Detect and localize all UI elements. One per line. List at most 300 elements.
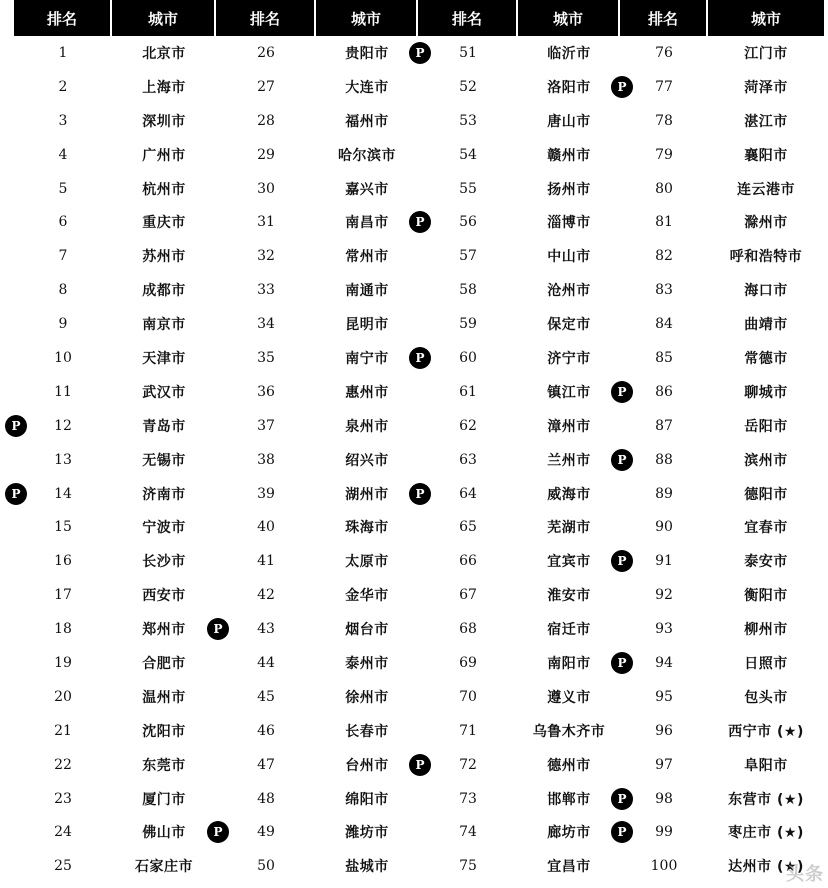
table-row <box>14 443 824 477</box>
city-cell <box>518 104 620 138</box>
city-name: 岳阳市 <box>744 418 788 435</box>
city-cell <box>112 510 216 544</box>
rank-cell <box>216 375 316 409</box>
rank-value: 54 <box>459 146 477 163</box>
city-name: 徐州市 <box>345 689 389 706</box>
rank-value: 81 <box>655 214 673 231</box>
rank-cell <box>418 646 518 680</box>
city-name: 阜阳市 <box>744 757 788 774</box>
table-row <box>14 307 824 341</box>
rank-cell <box>14 815 112 849</box>
rank-cell <box>415 36 518 70</box>
city-name: 菏泽市 <box>744 79 788 96</box>
city-name: 湛江市 <box>744 113 788 130</box>
rank-value: 39 <box>257 485 275 502</box>
city-name: 宿迁市 <box>547 622 591 639</box>
pin-marker-icon: P <box>611 449 633 471</box>
city-name: 柳州市 <box>744 622 788 639</box>
city-name: 武汉市 <box>142 384 186 401</box>
city-cell <box>518 375 620 409</box>
city-cell <box>518 849 620 883</box>
city-cell <box>112 70 216 104</box>
rank-cell <box>213 612 316 646</box>
rank-cell <box>14 172 112 206</box>
city-cell <box>316 849 418 883</box>
rank-value: 35 <box>257 349 275 366</box>
city-cell <box>708 104 824 138</box>
rank-cell <box>620 578 708 612</box>
city-cell <box>518 646 620 680</box>
rank-value: 56 <box>459 214 477 231</box>
rank-cell <box>418 714 518 748</box>
table-row <box>14 748 824 782</box>
city-cell <box>708 138 824 172</box>
rank-cell <box>216 544 316 578</box>
header-city: 城市 <box>316 0 418 36</box>
city-name: 邯郸市 <box>547 791 591 808</box>
rank-value: 64 <box>459 485 477 502</box>
header-rank: 排名 <box>216 0 316 36</box>
pin-marker-icon: P <box>207 618 229 640</box>
rank-cell <box>620 104 708 138</box>
city-cell <box>112 782 216 816</box>
rank-value: 24 <box>54 824 72 841</box>
city-cell <box>316 307 418 341</box>
pin-marker-icon: P <box>5 415 27 437</box>
city-cell <box>112 578 216 612</box>
rank-value: 73 <box>459 790 477 807</box>
pin-marker-icon: P <box>611 76 633 98</box>
city-cell <box>316 341 418 375</box>
rank-cell <box>216 307 316 341</box>
city-name: 南宁市 <box>345 350 389 367</box>
city-name: 廊坊市 <box>547 825 591 842</box>
rank-value: 88 <box>655 451 673 468</box>
rank-value: 60 <box>459 349 477 366</box>
city-cell <box>112 680 216 714</box>
rank-cell <box>213 815 316 849</box>
rank-value: 63 <box>459 451 477 468</box>
rank-cell <box>418 849 518 883</box>
city-name: 广州市 <box>142 147 186 164</box>
watermark: 头条 <box>786 864 824 885</box>
rank-cell <box>617 544 708 578</box>
city-name: 无锡市 <box>142 452 186 469</box>
city-name: 德州市 <box>547 757 591 774</box>
rank-value: 20 <box>54 688 72 705</box>
city-cell <box>708 70 824 104</box>
city-name: 哈尔滨市 <box>338 147 396 164</box>
header-rank: 排名 <box>14 0 112 36</box>
city-name: 绍兴市 <box>345 452 389 469</box>
city-cell <box>708 646 824 680</box>
header-city: 城市 <box>708 0 824 36</box>
rank-value: 26 <box>257 44 275 61</box>
rank-value: 76 <box>655 44 673 61</box>
city-cell <box>316 782 418 816</box>
rank-value: 72 <box>459 756 477 773</box>
table-row <box>14 544 824 578</box>
city-name: 青岛市 <box>142 418 186 435</box>
rank-value: 30 <box>257 180 275 197</box>
rank-cell <box>14 748 112 782</box>
rank-value: 75 <box>459 858 477 875</box>
rank-cell <box>216 510 316 544</box>
rank-value: 82 <box>655 248 673 265</box>
rank-cell <box>216 205 316 239</box>
rank-cell <box>415 748 518 782</box>
city-cell <box>518 443 620 477</box>
pin-marker-icon: P <box>409 754 431 776</box>
city-name: 天津市 <box>142 350 186 367</box>
city-name: 滨州市 <box>744 452 788 469</box>
city-cell <box>316 239 418 273</box>
city-cell <box>518 782 620 816</box>
rank-cell <box>14 205 112 239</box>
rank-cell <box>620 205 708 239</box>
city-name: 赣州市 <box>547 147 591 164</box>
table-row <box>14 70 824 104</box>
rank-cell <box>620 273 708 307</box>
rank-value: 62 <box>459 417 477 434</box>
rank-cell <box>216 70 316 104</box>
city-cell <box>518 680 620 714</box>
city-cell <box>708 680 824 714</box>
rank-value: 4 <box>58 146 68 163</box>
city-name: 济南市 <box>142 486 186 503</box>
rank-cell <box>14 36 112 70</box>
rank-value: 8 <box>58 282 68 299</box>
table-row <box>14 104 824 138</box>
city-cell <box>316 172 418 206</box>
city-cell <box>112 748 216 782</box>
rank-cell <box>11 477 112 511</box>
rank-cell <box>415 341 518 375</box>
rank-value: 86 <box>655 383 673 400</box>
city-cell <box>518 172 620 206</box>
rank-cell <box>617 70 708 104</box>
rank-cell <box>14 544 112 578</box>
city-cell <box>518 36 620 70</box>
city-name: 昆明市 <box>345 317 389 334</box>
rank-value: 36 <box>257 383 275 400</box>
rank-value: 71 <box>459 722 477 739</box>
city-name: 衡阳市 <box>744 588 788 605</box>
header-city: 城市 <box>112 0 216 36</box>
city-name: 威海市 <box>547 486 591 503</box>
city-name: 襄阳市 <box>744 147 788 164</box>
rank-cell <box>216 443 316 477</box>
city-cell <box>518 70 620 104</box>
rank-value: 42 <box>257 587 275 604</box>
rank-cell <box>418 680 518 714</box>
city-name: 嘉兴市 <box>345 181 389 198</box>
city-name: 乌鲁木齐市 <box>532 723 606 740</box>
city-name: 合肥市 <box>142 655 186 672</box>
city-name: 深圳市 <box>142 113 186 130</box>
city-name: 曲靖市 <box>744 317 788 334</box>
rank-value: 38 <box>257 451 275 468</box>
city-name: 湖州市 <box>345 486 389 503</box>
rank-cell <box>418 307 518 341</box>
city-cell <box>112 205 216 239</box>
city-name: 淄博市 <box>547 215 591 232</box>
city-name: 石家庄市 <box>135 859 193 876</box>
rank-value: 61 <box>459 383 477 400</box>
rank-value: 85 <box>655 349 673 366</box>
rank-cell <box>418 443 518 477</box>
city-name: 常州市 <box>345 249 389 266</box>
city-name: 成都市 <box>142 283 186 300</box>
rank-cell <box>418 70 518 104</box>
city-name: 遵义市 <box>547 689 591 706</box>
rank-cell <box>14 782 112 816</box>
city-cell <box>708 307 824 341</box>
city-name: 长春市 <box>345 723 389 740</box>
city-name: 聊城市 <box>744 384 788 401</box>
city-cell <box>112 714 216 748</box>
rank-cell <box>14 578 112 612</box>
rank-value: 77 <box>655 78 673 95</box>
city-cell <box>708 578 824 612</box>
rank-value: 28 <box>257 112 275 129</box>
rank-value: 17 <box>54 587 72 604</box>
city-cell <box>708 409 824 443</box>
rank-value: 34 <box>257 316 275 333</box>
city-cell <box>518 477 620 511</box>
rank-value: 83 <box>655 282 673 299</box>
city-name: 烟台市 <box>345 622 389 639</box>
rank-value: 49 <box>257 824 275 841</box>
city-cell <box>316 578 418 612</box>
city-name: 贵阳市 <box>345 45 389 62</box>
city-name: 南京市 <box>142 317 186 334</box>
rank-value: 40 <box>257 519 275 536</box>
city-name: 海口市 <box>744 283 788 300</box>
rank-cell <box>216 782 316 816</box>
header-rank: 排名 <box>418 0 518 36</box>
city-cell <box>708 612 824 646</box>
city-cell <box>316 477 418 511</box>
rank-cell <box>216 409 316 443</box>
city-cell <box>112 544 216 578</box>
city-name: 镇江市 <box>547 384 591 401</box>
table-row <box>14 680 824 714</box>
table-row <box>14 782 824 816</box>
city-cell <box>518 578 620 612</box>
rank-cell <box>216 172 316 206</box>
rank-cell <box>216 138 316 172</box>
city-name: 呼和浩特市 <box>729 249 803 266</box>
rank-value: 21 <box>54 722 72 739</box>
city-name: 东莞市 <box>142 757 186 774</box>
city-cell <box>708 714 824 748</box>
table-row <box>14 646 824 680</box>
rank-value: 48 <box>257 790 275 807</box>
rank-value: 16 <box>54 553 72 570</box>
rank-cell <box>14 239 112 273</box>
city-cell <box>316 748 418 782</box>
city-cell <box>708 443 824 477</box>
city-cell <box>316 646 418 680</box>
rank-cell <box>216 748 316 782</box>
city-cell <box>518 138 620 172</box>
rank-cell <box>415 477 518 511</box>
rank-cell <box>14 375 112 409</box>
rank-value: 79 <box>655 146 673 163</box>
city-name: 宜昌市 <box>547 859 591 876</box>
city-name: 滁州市 <box>744 215 788 232</box>
rank-cell <box>620 849 708 883</box>
city-name: 漳州市 <box>547 418 591 435</box>
rank-value: 43 <box>257 621 275 638</box>
pin-marker-icon: P <box>611 652 633 674</box>
city-cell <box>112 172 216 206</box>
city-cell <box>316 510 418 544</box>
rank-cell <box>216 714 316 748</box>
rank-value: 69 <box>459 654 477 671</box>
rank-cell <box>620 341 708 375</box>
rank-value: 92 <box>655 587 673 604</box>
pin-marker-icon: P <box>409 347 431 369</box>
city-name: 长沙市 <box>142 554 186 571</box>
rank-value: 67 <box>459 587 477 604</box>
city-cell <box>316 36 418 70</box>
city-name: 沈阳市 <box>142 723 186 740</box>
rank-value: 11 <box>54 383 72 400</box>
city-name: 宜宾市 <box>547 554 591 571</box>
table-row <box>14 36 824 70</box>
rank-cell <box>14 714 112 748</box>
city-name: 兰州市 <box>547 452 591 469</box>
city-cell <box>112 273 216 307</box>
rank-cell <box>14 104 112 138</box>
rank-value: 97 <box>655 756 673 773</box>
rank-cell <box>418 239 518 273</box>
rank-cell <box>617 815 708 849</box>
city-name: 金华市 <box>345 588 389 605</box>
rank-value: 68 <box>459 621 477 638</box>
city-cell <box>316 680 418 714</box>
city-name: 保定市 <box>547 317 591 334</box>
rank-value: 7 <box>58 248 68 265</box>
city-name: 泰安市 <box>744 554 788 571</box>
rank-cell <box>418 510 518 544</box>
city-cell <box>112 36 216 70</box>
table-row <box>14 341 824 375</box>
rank-value: 31 <box>257 214 275 231</box>
city-cell <box>316 138 418 172</box>
city-name: 佛山市 <box>142 825 186 842</box>
rank-cell <box>14 510 112 544</box>
city-cell <box>112 477 216 511</box>
city-name: 德阳市 <box>744 486 788 503</box>
city-cell <box>518 205 620 239</box>
rank-cell <box>620 36 708 70</box>
rank-value: 3 <box>58 112 68 129</box>
city-cell <box>518 273 620 307</box>
rank-cell <box>216 680 316 714</box>
table-row <box>14 578 824 612</box>
city-name: 洛阳市 <box>547 79 591 96</box>
city-name: 杭州市 <box>142 181 186 198</box>
rank-value: 47 <box>257 756 275 773</box>
rank-value: 9 <box>58 316 68 333</box>
rank-value: 46 <box>257 722 275 739</box>
city-name: 绵阳市 <box>345 791 389 808</box>
city-name: 枣庄市 (★) <box>728 825 804 842</box>
table-row <box>14 714 824 748</box>
city-name: 潍坊市 <box>345 825 389 842</box>
rank-cell <box>620 748 708 782</box>
rank-cell <box>620 239 708 273</box>
city-cell <box>112 646 216 680</box>
rank-cell <box>617 646 708 680</box>
rank-value: 29 <box>257 146 275 163</box>
rank-cell <box>418 375 518 409</box>
city-cell <box>316 544 418 578</box>
city-name: 太原市 <box>345 554 389 571</box>
rank-cell <box>216 849 316 883</box>
table-row <box>14 239 824 273</box>
pin-marker-icon: P <box>409 42 431 64</box>
rank-value: 15 <box>54 519 72 536</box>
rank-value: 70 <box>459 688 477 705</box>
pin-marker-icon: P <box>409 483 431 505</box>
rank-value: 32 <box>257 248 275 265</box>
city-cell <box>708 375 824 409</box>
rank-cell <box>415 205 518 239</box>
city-cell <box>112 307 216 341</box>
pin-marker-icon: P <box>5 483 27 505</box>
city-name: 连云港市 <box>737 181 795 198</box>
table-row <box>14 138 824 172</box>
rank-cell <box>418 544 518 578</box>
rank-value: 50 <box>257 858 275 875</box>
rank-cell <box>418 815 518 849</box>
rank-cell <box>14 273 112 307</box>
rank-value: 100 <box>650 858 678 875</box>
city-name: 盐城市 <box>345 859 389 876</box>
table-row <box>14 205 824 239</box>
rank-cell <box>620 714 708 748</box>
city-cell <box>708 273 824 307</box>
city-cell <box>316 205 418 239</box>
rank-value: 19 <box>54 654 72 671</box>
city-name: 温州市 <box>142 689 186 706</box>
rank-value: 87 <box>655 417 673 434</box>
rank-cell <box>14 341 112 375</box>
city-name: 南通市 <box>345 283 389 300</box>
city-name: 西宁市 (★) <box>728 723 804 740</box>
rank-value: 13 <box>54 451 72 468</box>
city-cell <box>316 409 418 443</box>
rank-value: 66 <box>459 553 477 570</box>
city-cell <box>316 70 418 104</box>
city-cell <box>112 815 216 849</box>
city-name: 宜春市 <box>744 520 788 537</box>
rank-value: 95 <box>655 688 673 705</box>
city-cell <box>518 748 620 782</box>
city-name: 惠州市 <box>345 384 389 401</box>
city-cell <box>518 815 620 849</box>
rank-cell <box>14 443 112 477</box>
rank-cell <box>617 375 708 409</box>
rank-value: 45 <box>257 688 275 705</box>
rank-cell <box>620 172 708 206</box>
rank-value: 93 <box>655 621 673 638</box>
rank-cell <box>418 612 518 646</box>
